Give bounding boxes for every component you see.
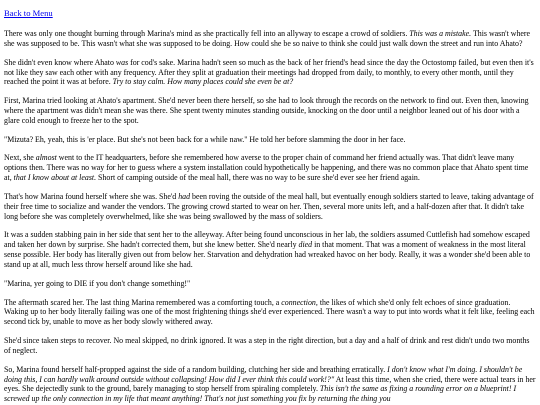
story-paragraph — [4, 192, 536, 222]
paragraph-text: This wasn't where she was supposed to be. This wasn't what she was supposed to be doing. How could she be so naive to think she could just walk down the street and run into Ahato? — [4, 29, 531, 48]
emphasis-text: was — [115, 57, 129, 67]
emphasis-text: This was a mistake. — [409, 29, 472, 38]
story-paragraph — [4, 135, 536, 145]
story-paragraph — [4, 58, 536, 88]
paragraph-text: She didn't even know where Ahato — [4, 57, 116, 67]
story-paragraph — [4, 365, 536, 405]
emphasis-text: almost — [35, 153, 57, 163]
emphasis-text: connection — [281, 297, 316, 307]
emphasis-text: I don't know what I'm doing. I shouldn't be doing this, I can hardly walk around outside without collapsing! How did I ever think this could work!?" — [4, 364, 523, 384]
emphasis-text: This isn't the same as fixing a rounding error on a blueprint! I screwed up the only connection in my life that meant anything! That's not just something you fix by returning the thing you — [4, 384, 517, 404]
story-paragraph — [4, 96, 536, 126]
paragraph-text: The aftermath scared her. The last thing Marina remembered was a comforting touch, a — [4, 297, 282, 307]
story-paragraph — [4, 279, 536, 289]
story-paragraph — [4, 29, 536, 49]
story-paragraph — [4, 336, 536, 356]
paragraph-text: Short of camping outside of the meal hall, there was no way to be sure she'd ever see her friend again. — [96, 173, 420, 183]
paragraph-text: Next, she — [4, 153, 36, 163]
paragraph-text: First, Marina tried looking at Ahato's apartment. She'd never been there herself, so she had to look through the records on the network to find out. Even then, knowing where the apartment was didn't mean she was there. She spent twenty minutes standing outside, knocking on the door until a neighbor leaned out of his door with a glare cold enough to freeze her to the spot. — [4, 96, 529, 125]
emphasis-text: died — [298, 240, 313, 250]
paragraph-text: in that moment. That was a moment of weakness in the most literal sense possible. Her body has literally given out from below her. Starvation and dehydration had wreaked havoc on her body. Really, it was a wonder she'd been able to stand up at all, much less throw herself around like she had. — [4, 240, 531, 270]
paragraph-text: "Marina, yer going to DIE if you don't change something!" — [4, 278, 191, 288]
story-paragraph — [4, 153, 536, 183]
story-paragraph — [4, 298, 536, 328]
paragraph-text: So, Marina found herself half-propped against the side of a random building, clutching her side and breathing erratically. — [4, 364, 388, 374]
paragraph-text: It was a sudden stabbing pain in her side that sent her to the alleyway. After being found unconscious in her lab, the soldiers assumed Cuttlefish had somehow escaped and taken her down by surprise. She hadn't corrected them, but she knew better. She'd nearly — [4, 230, 530, 250]
back-to-menu-link[interactable]: Back to Menu — [4, 8, 53, 18]
paragraph-text: There was only one thought burning through Marina's mind as she practically fell into an allyway to escape a crowd of soldiers. — [4, 29, 410, 38]
story-paragraph — [4, 230, 536, 270]
paragraph-text: went to the IT headquarters, before she remembered how averse to the proper chain of command her friend actually was. That didn't leave many options then. There was no way for her to guess where a system installation could hypothetically be happening, and there was no common place that Ahato spent time at, — [4, 153, 529, 183]
paragraph-text: She'd since taken steps to recover. No meal skipped, no drink ignored. It was a step in the right direction, but a day and a half of drink and rest didn't undo two months of neglect. — [4, 336, 530, 355]
story-body — [4, 29, 536, 404]
emphasis-text: had — [178, 191, 191, 201]
paragraph-text: At least this time, when she cried, there were actual tears in her eyes. She dejectedly sunk to the ground, barely managing to stop herself from spiraling completely. — [4, 374, 536, 394]
paragraph-text: been roving the outside of the meal hall, but eventually enough soldiers started to leave, taking advantage of their free time to socialize and wander the vendors. The growing crowd started to wear on her. Then, several more units left, and a half-dozen after that. It didn't take long before she was completely overwhelmed, like she was being swallowed by the mass of soldiers. — [4, 191, 534, 221]
paragraph-text: , the likes of which she'd only felt echoes of since graduation. Waking up to her body literally failing was one of the most frightening things she'd ever experienced. There wasn't a way to put into words what it felt like, feeling each second tick by, unable to move as her body slowly withered away. — [4, 297, 535, 327]
paragraph-text: That's how Marina found herself where she was. She'd — [4, 191, 179, 201]
paragraph-text: "Mizuta? Eh, yeah, this is 'er place. But she's not been back for a while naw." He told her before slamming the door in her face. — [4, 134, 406, 144]
paragraph-text: for cod's sake. Marina hadn't seen so much as the back of her friend's head since the day the Octostomp failed, but even then it's not like they saw each other with any frequency. After they split at graduation their meetings had dropped from daily, to monthly, to every other month, until they reached the point it was at before. — [4, 57, 534, 87]
emphasis-text: Try to stay calm. How many places could she even be at? — [112, 77, 294, 87]
emphasis-text: that I know about at least. — [13, 173, 97, 183]
